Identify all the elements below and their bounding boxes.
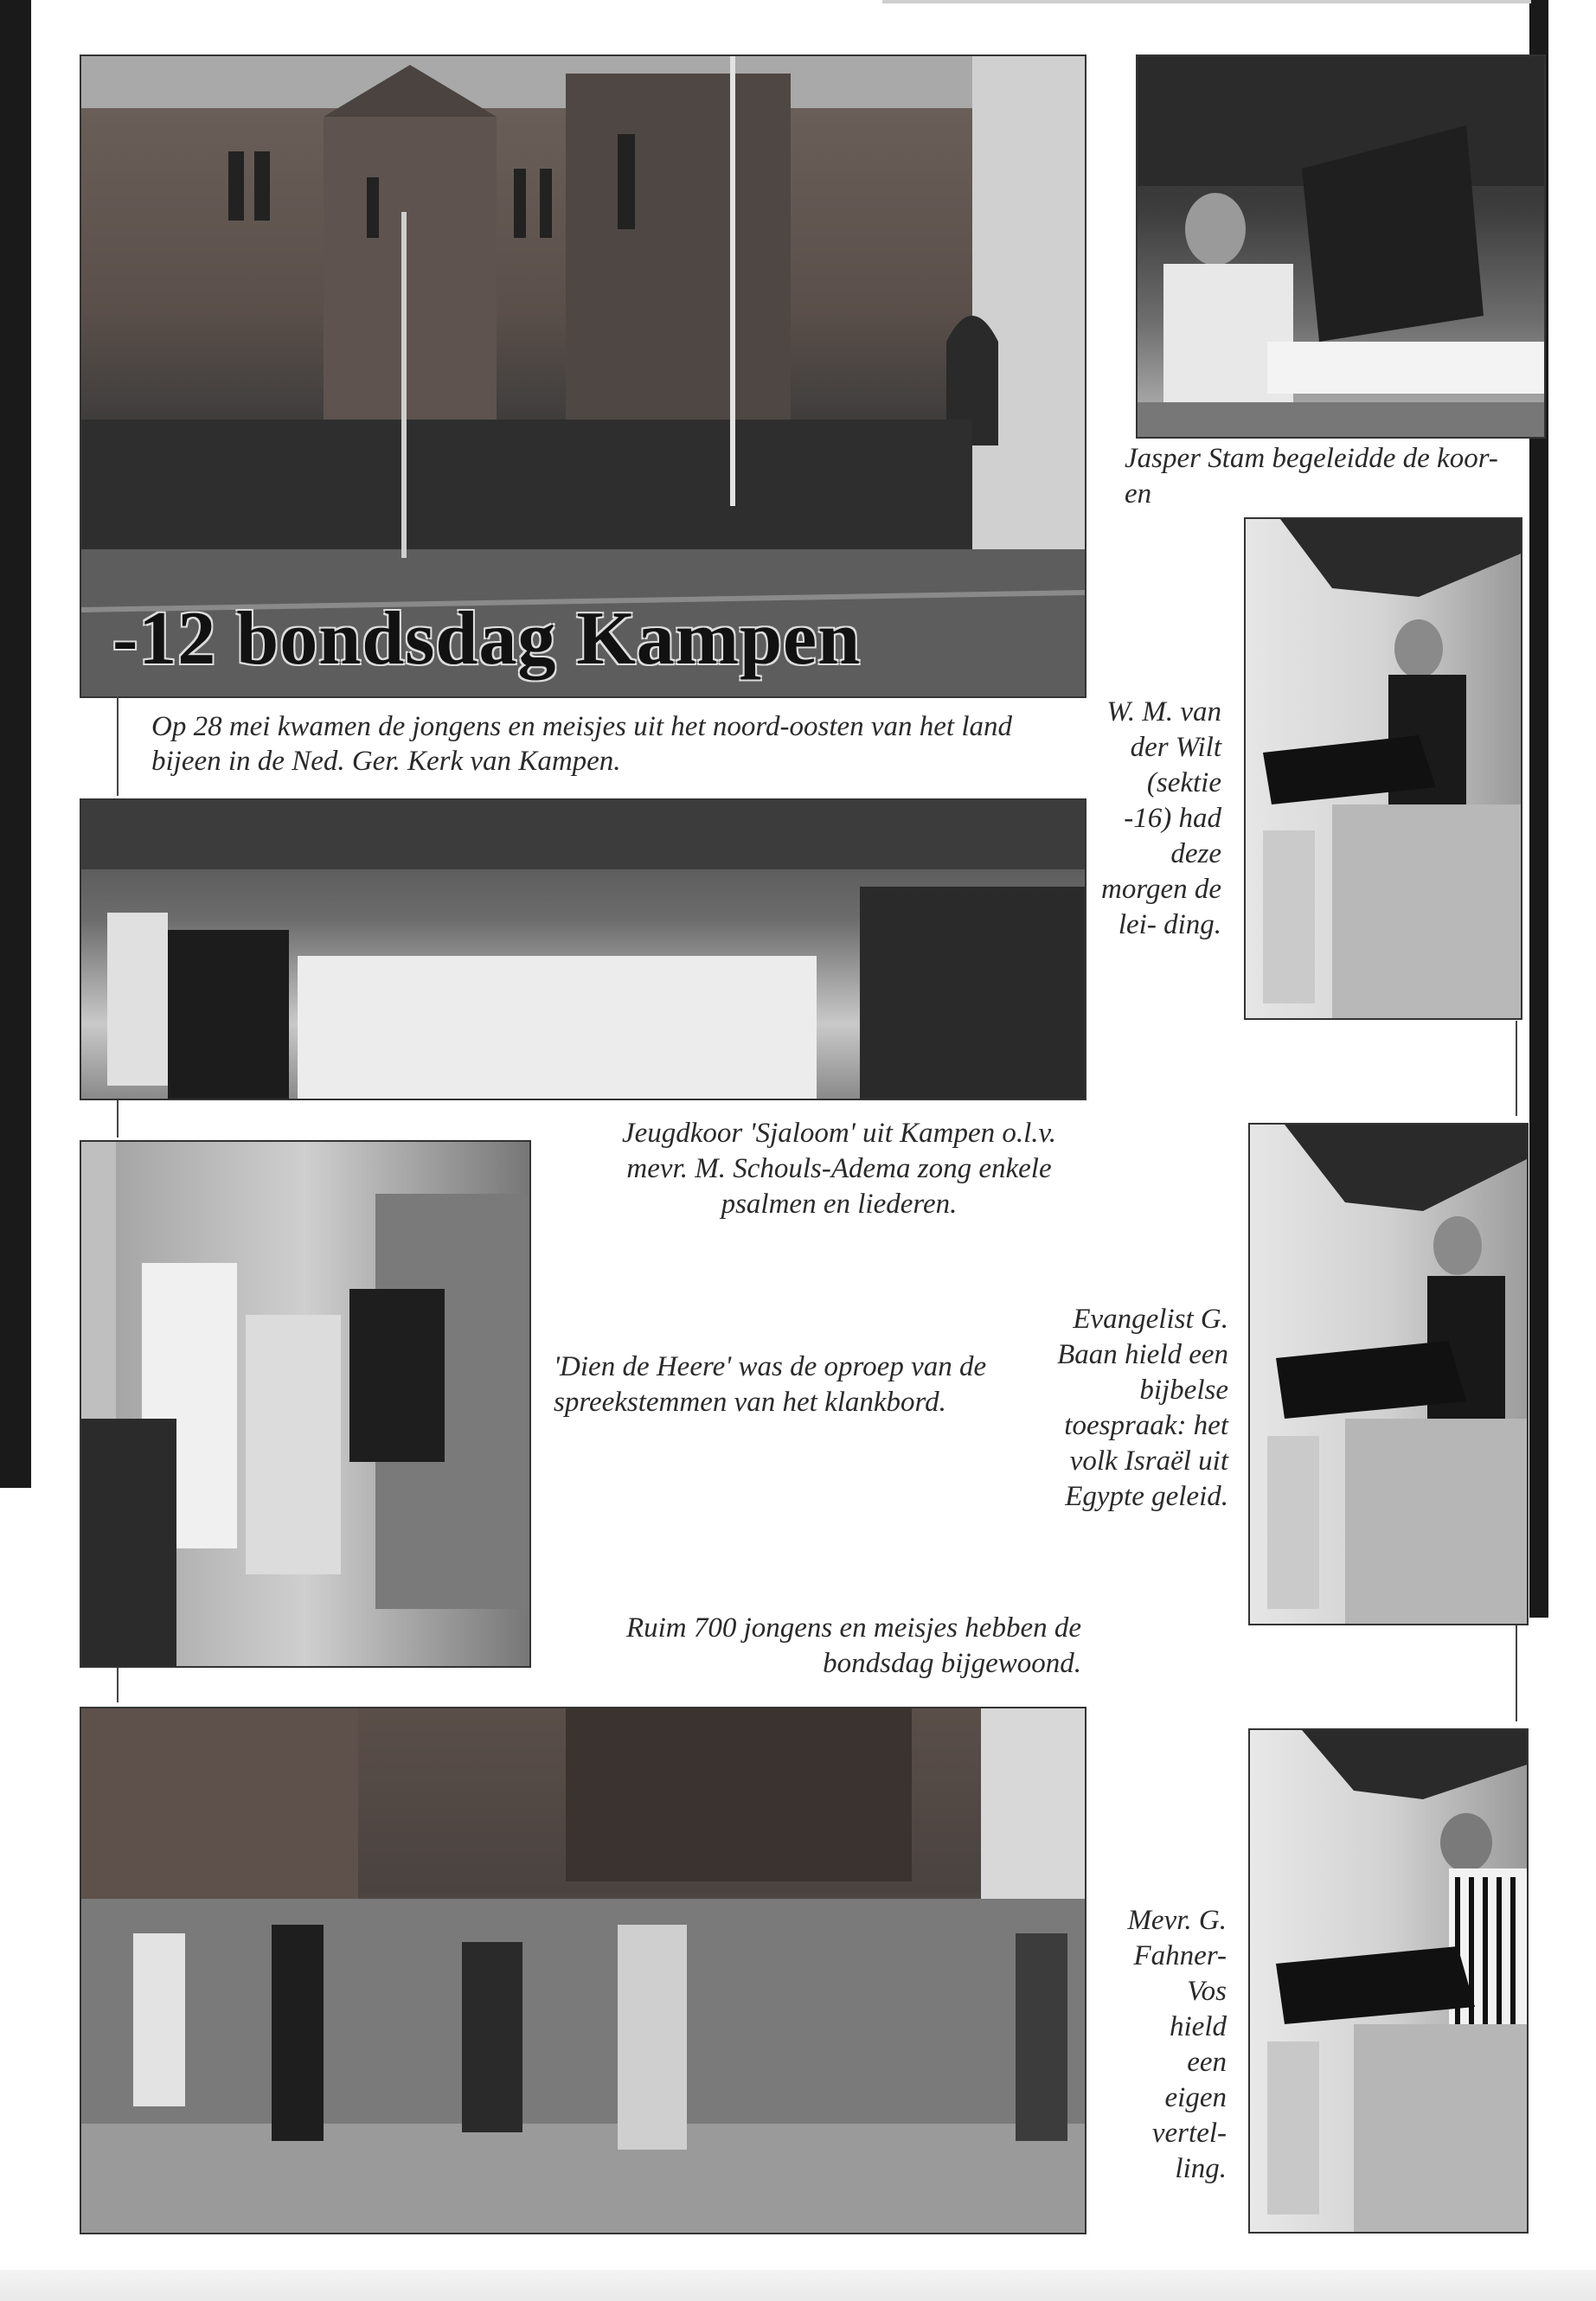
page-title: -12 bondsdag Kampen	[112, 597, 862, 681]
caption-choir: Jeugdkoor 'Sjaloom' uit Kampen o.l.v. mevr. M. Schouls-Adema zong enkele psalmen en liederen.	[621, 1118, 1056, 1220]
caption-speakers: 'Dien de Heere' was de oproep van de spreekstemmen van het klankbord.	[554, 1351, 987, 1418]
photo-evangelist-pulpit	[1248, 1123, 1529, 1625]
caption-storyteller: Mevr. G. Fahner- Vos hield een eigen vertel- ling.	[1127, 1905, 1227, 2184]
photo-youth-choir	[80, 798, 1086, 1100]
photo-leader-pulpit	[1244, 517, 1522, 1020]
photo-storyteller-pulpit	[1248, 1728, 1529, 2234]
page-edge-left	[0, 0, 31, 1488]
page-edge-bottom	[0, 2270, 1596, 2301]
rule-right-2	[1516, 1618, 1517, 1721]
photo-organist	[1136, 54, 1546, 439]
rule-right-1	[1516, 1021, 1517, 1116]
caption-evangelist: Evangelist G. Baan hield een bijbelse toespraak: het volk Israël uit Egypte geleid.	[1057, 1304, 1228, 1512]
caption-organist: Jasper Stam begeleidde de koor- en	[1125, 443, 1498, 510]
rule-left-2	[117, 1099, 119, 1138]
photo-speakers	[80, 1140, 531, 1668]
top-rule	[882, 0, 1531, 3]
photo-children-street	[80, 1707, 1086, 2234]
caption-attendance: Ruim 700 jongens en meisjes hebben de bondsdag bijgewoond.	[625, 1612, 1081, 1679]
caption-leader: W. M. van der Wilt (sektie -16) had deze morgen de lei- ding.	[1101, 696, 1221, 940]
rule-intro-left	[117, 696, 119, 796]
intro-text: Op 28 mei kwamen de jongens en meisjes uit het noord-oosten van het land bijeen in de Ned. Ger. Kerk van Kampen.	[151, 711, 1013, 777]
